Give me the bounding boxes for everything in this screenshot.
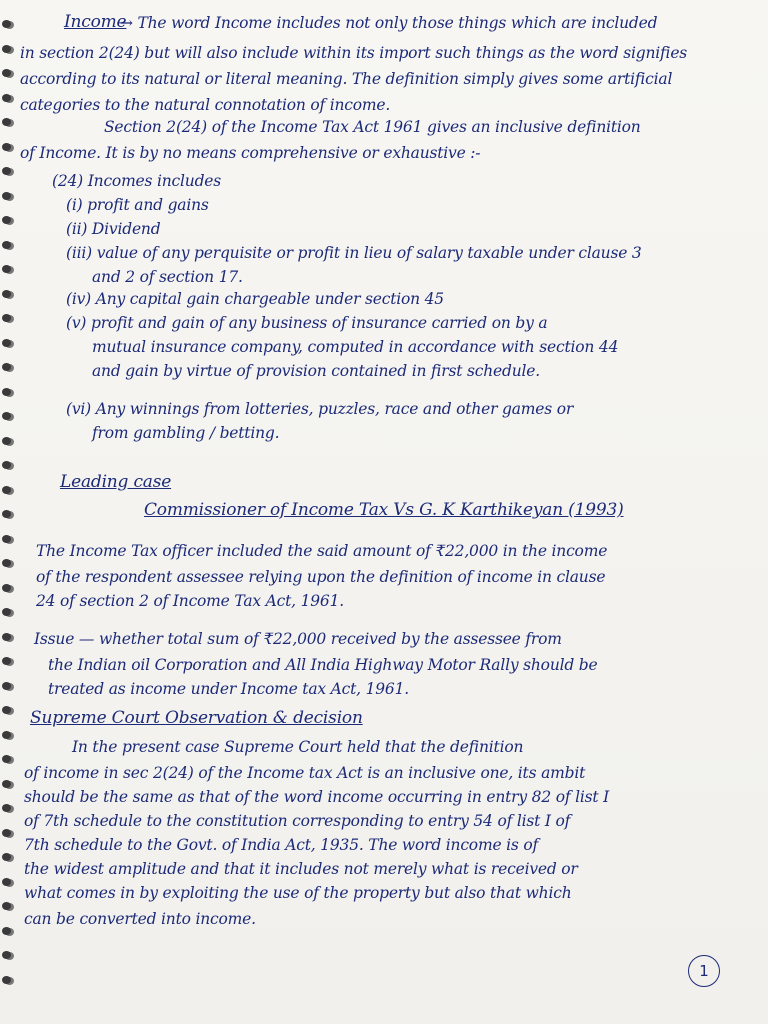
spiral-hole xyxy=(2,755,11,763)
issue-line: the Indian oil Corporation and All India Highway Motor Rally should be xyxy=(48,656,598,674)
spiral-hole xyxy=(2,706,11,714)
spiral-hole xyxy=(2,902,11,910)
spiral-hole xyxy=(2,608,11,616)
spiral-hole xyxy=(2,486,11,494)
spiral-hole xyxy=(2,510,11,518)
spiral-hole xyxy=(2,461,11,469)
spiral-hole xyxy=(2,290,11,298)
spiral-hole xyxy=(2,731,11,739)
spiral-hole xyxy=(2,388,11,396)
spiral-hole xyxy=(2,780,11,788)
leading-case-heading: Leading case xyxy=(60,472,172,492)
spiral-hole xyxy=(2,167,11,175)
text-line: of the respondent assessee relying upon the definition of income in clause xyxy=(36,568,606,586)
text-line: → The word Income includes not only those things which are included xyxy=(120,14,658,32)
spiral-hole xyxy=(2,559,11,567)
text-line: The Income Tax officer included the said amount of ₹22,000 in the income xyxy=(36,542,608,560)
spiral-hole xyxy=(2,584,11,592)
spiral-hole xyxy=(2,633,11,641)
text-line: 7th schedule to the Govt. of India Act, 1935. The word income is of xyxy=(24,836,539,854)
text-line: of Income. It is by no means comprehensive or exhaustive :- xyxy=(20,144,481,162)
spiral-hole xyxy=(2,20,11,28)
spiral-hole xyxy=(2,927,11,935)
spiral-hole xyxy=(2,878,11,886)
text-line: can be converted into income. xyxy=(24,910,256,928)
spiral-hole xyxy=(2,45,11,53)
list-item: (ii) Dividend xyxy=(66,220,161,238)
text-line: the widest amplitude and that it includes not merely what is received or xyxy=(24,860,578,878)
list-item: and 2 of section 17. xyxy=(92,268,243,286)
spiral-hole xyxy=(2,412,11,420)
spiral-hole xyxy=(2,804,11,812)
case-title: Commissioner of Income Tax Vs G. K Karthikeyan (1993) xyxy=(144,500,624,520)
text-line: categories to the natural connotation of income. xyxy=(20,96,391,114)
spiral-hole xyxy=(2,314,11,322)
text-line: of 7th schedule to the constitution corresponding to entry 54 of list I of xyxy=(24,812,571,830)
text-line: what comes in by exploiting the use of the property but also that which xyxy=(24,884,572,902)
spiral-hole xyxy=(2,94,11,102)
issue-line: Issue — whether total sum of ₹22,000 received by the assessee from xyxy=(34,630,562,648)
spiral-hole xyxy=(2,829,11,837)
text-line: in section 2(24) but will also include within its import such things as the word signifies xyxy=(20,44,688,62)
list-item: mutual insurance company, computed in accordance with section 44 xyxy=(92,338,619,356)
spiral-hole xyxy=(2,118,11,126)
spiral-hole xyxy=(2,682,11,690)
list-item: (vi) Any winnings from lotteries, puzzles, race and other games or xyxy=(66,400,574,418)
spiral-hole xyxy=(2,241,11,249)
list-item: (iii) value of any perquisite or profit in lieu of salary taxable under clause 3 xyxy=(66,244,642,262)
sc-heading: Supreme Court Observation & decision xyxy=(30,708,363,728)
spiral-hole xyxy=(2,951,11,959)
spiral-hole xyxy=(2,339,11,347)
spiral-hole xyxy=(2,853,11,861)
spiral-hole xyxy=(2,192,11,200)
text-line: Section 2(24) of the Income Tax Act 1961 gives an inclusive definition xyxy=(104,118,641,136)
heading-income: Income xyxy=(64,12,127,32)
spiral-binding xyxy=(0,20,18,1010)
list-item: (v) profit and gain of any business of insurance carried on by a xyxy=(66,314,548,332)
list-item: and gain by virtue of provision contained in first schedule. xyxy=(92,362,540,380)
list-item: from gambling / betting. xyxy=(92,424,280,442)
spiral-hole xyxy=(2,216,11,224)
issue-line: treated as income under Income tax Act, 1961. xyxy=(48,680,409,698)
text-line: according to its natural or literal meaning. The definition simply gives some artificial xyxy=(20,70,673,88)
spiral-hole xyxy=(2,976,11,984)
list-item: (i) profit and gains xyxy=(66,196,209,214)
page-number: 1 xyxy=(688,955,720,987)
list-item: (iv) Any capital gain chargeable under section 45 xyxy=(66,290,444,308)
spiral-hole xyxy=(2,265,11,273)
text-line: should be the same as that of the word income occurring in entry 82 of list I xyxy=(24,788,610,806)
text-line: of income in sec 2(24) of the Income tax Act is an inclusive one, its ambit xyxy=(24,764,586,782)
spiral-hole xyxy=(2,657,11,665)
text-line: In the present case Supreme Court held that the definition xyxy=(72,738,524,756)
spiral-hole xyxy=(2,143,11,151)
spiral-hole xyxy=(2,535,11,543)
list-heading: (24) Incomes includes xyxy=(52,172,222,190)
spiral-hole xyxy=(2,363,11,371)
spiral-hole xyxy=(2,69,11,77)
spiral-hole xyxy=(2,437,11,445)
text-line: 24 of section 2 of Income Tax Act, 1961. xyxy=(36,592,344,610)
